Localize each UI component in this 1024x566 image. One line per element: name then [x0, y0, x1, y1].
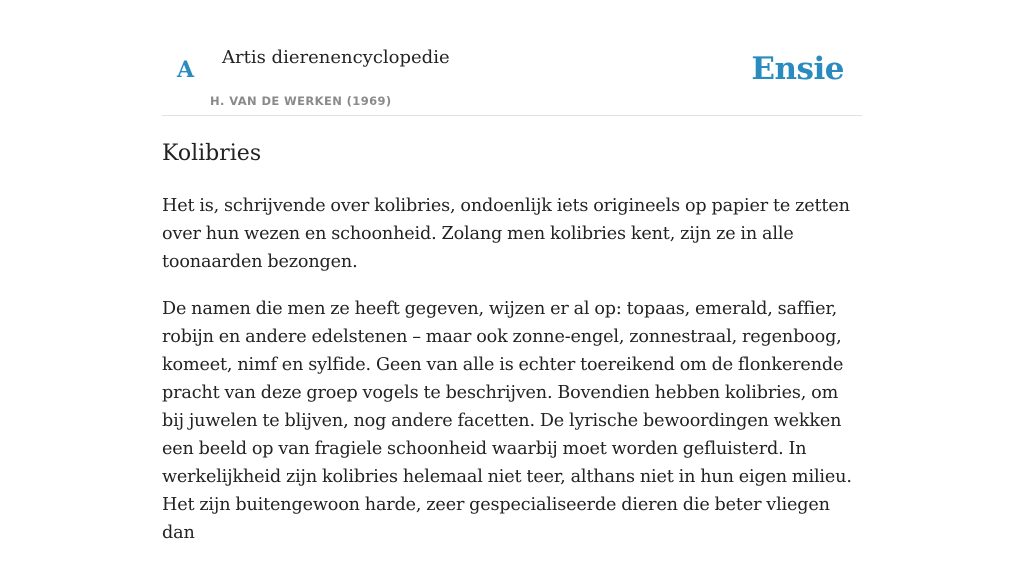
source-letter-link[interactable]: A [177, 57, 195, 83]
article-title: Kolibries [162, 141, 262, 166]
article-body [162, 192, 862, 566]
brand-logo-link[interactable]: Ensie [751, 51, 844, 87]
article-paragraph: Het is, schrijvende over kolibries, ondoenlijk iets origineels op papier te zetten over hun wezen en schoonheid. Zolang men kolibries kent, zijn ze in alle toonaarden bezongen. [162, 196, 850, 272]
source-header [162, 0, 862, 116]
source-author: H. VAN DE WERKEN (1969) [210, 94, 392, 108]
source-title-link[interactable]: Artis dierenencyclopedie [222, 47, 450, 68]
content-column [162, 0, 862, 543]
article-paragraph: De namen die men ze heeft gegeven, wijzen er al op: topaas, emerald, saffier, robijn en andere edelstenen – maar ook zonne-engel, zonnestraal, regenboog, komeet, nimf en sylfide. Geen van alle is echter toereikend om de flonkerende pracht van deze groep vogels te beschrijven. Bovendien hebben kolibries, om bij juwelen te blijven, nog andere facetten. De lyrische bewoordingen wekken een beeld op van fragiele schoonheid waarbij moet worden gefluisterd. In werkelijkheid zijn kolibries helemaal niet teer, althans niet in hun eigen milieu. Het zijn buitengewoon harde, zeer gespecialiseerde dieren die beter vliegen dan [162, 299, 852, 543]
